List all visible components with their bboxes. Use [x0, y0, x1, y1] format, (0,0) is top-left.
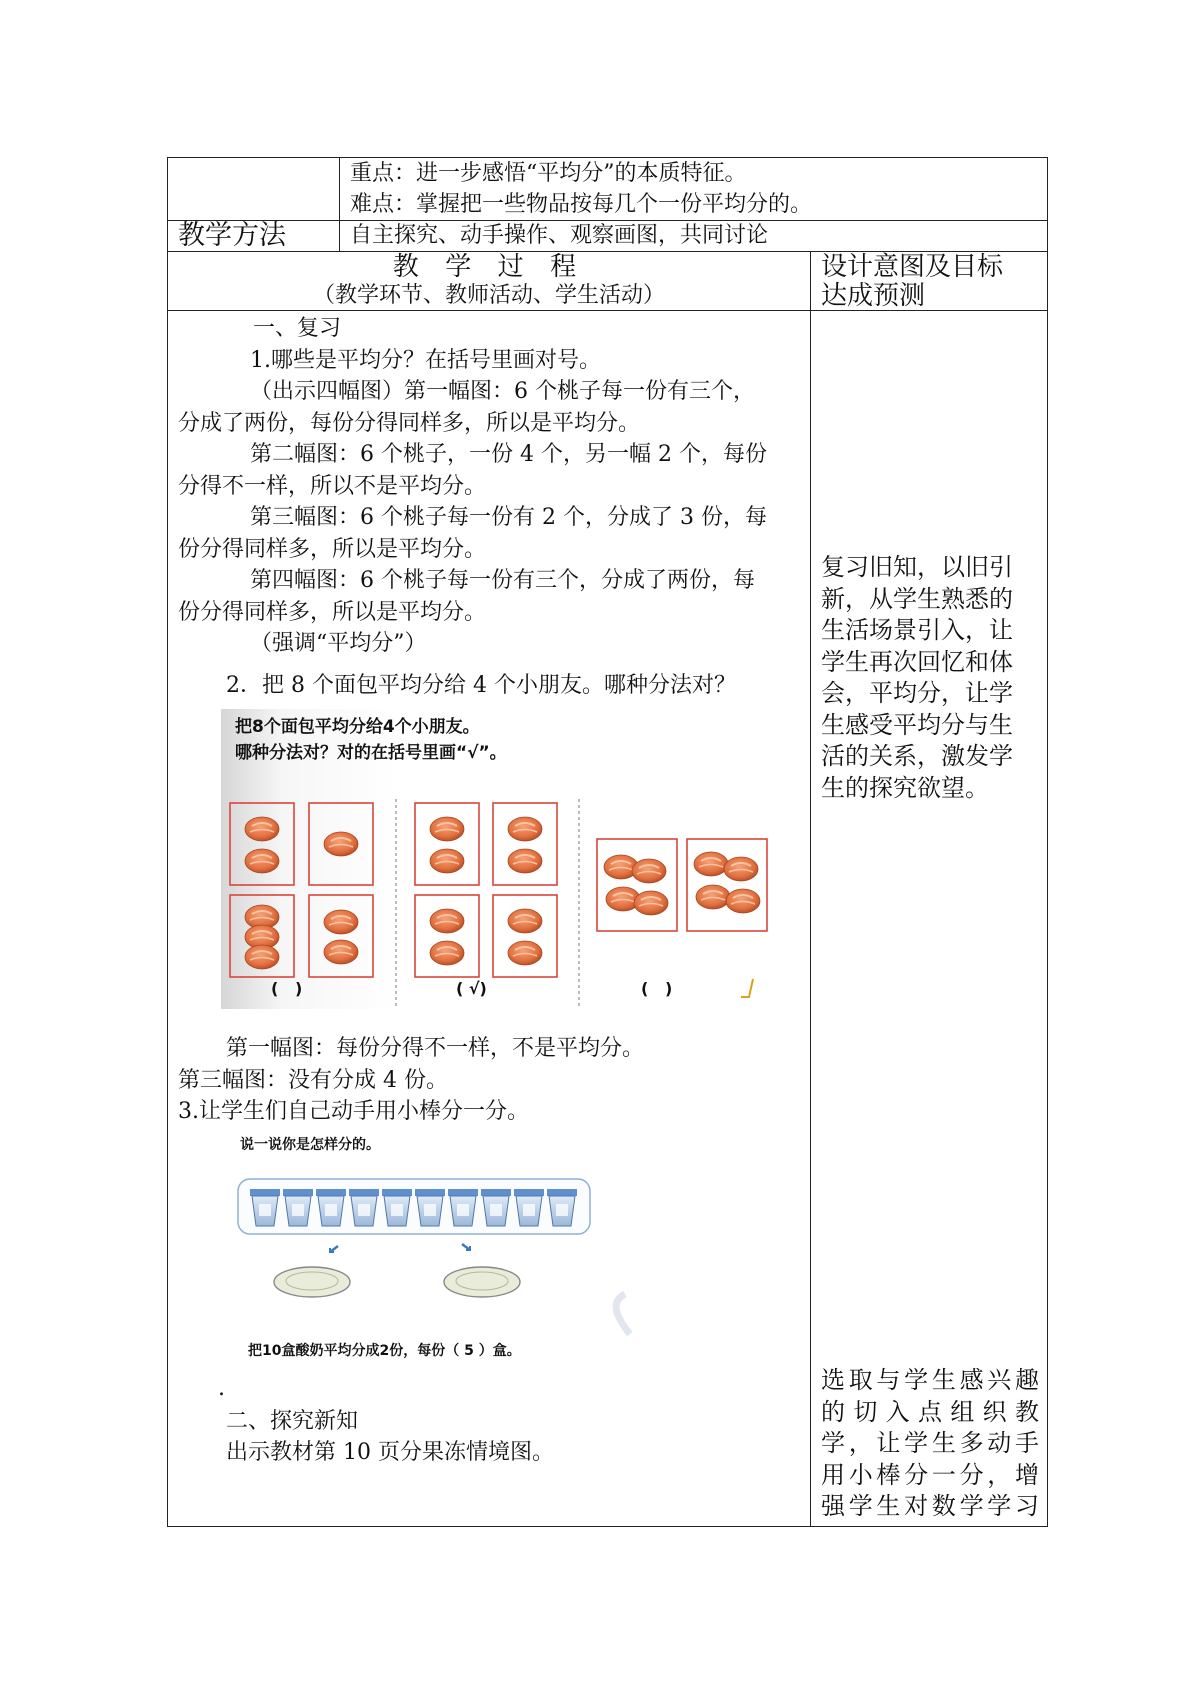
after-figure1-line1: 第一幅图：每份分得不一样，不是平均分。 — [226, 1036, 645, 1061]
after-figure1-line2: 第三幅图：没有分成 4 份。 — [178, 1067, 448, 1093]
side-note-1-line: 学生再次回忆和体 — [821, 647, 1013, 676]
side-note-2-line: 强学生对数学学习 — [821, 1492, 1039, 1520]
side-note-1-line: 活的关系，激发学 — [821, 742, 1013, 770]
keypoints-cell — [340, 158, 1048, 221]
side-note-1-line: 生活场景引入，让 — [821, 616, 1013, 644]
bread-figure-title-2: 哪种分法对？对的在括号里画“√”。 — [235, 743, 507, 763]
process-subtitle: （教学环节、教师活动、学生活动） — [312, 283, 665, 308]
side-note-2-line: 用小棒分一分，增 — [821, 1460, 1039, 1489]
side-note-1-line: 生感受平均分与生 — [821, 710, 1013, 739]
process-title: 教 学 过 程 — [392, 252, 586, 282]
yogurt-figure — [230, 1134, 790, 1378]
important-point: 重点：进一步感悟“平均分”的本质特征。 — [350, 161, 747, 186]
intent-body — [811, 311, 1048, 1527]
q1-line2a: 第二幅图：6 个桃子，一份 4 个，另一幅 2 个，每份 — [250, 442, 767, 467]
yogurt-caption: 把10盒酸奶平均分成2份，每份（ 5 ）盒。 — [248, 1342, 521, 1359]
q1-line3a: 第三幅图：6 个桃子每一份有 2 个，分成了 3 份，每 — [250, 505, 767, 530]
side-note-2-line: 选取与学生感兴趣 — [821, 1366, 1039, 1394]
answer-bracket-1: ( ) — [271, 979, 303, 998]
side-note-2-line: 学，让学生多动手 — [821, 1429, 1039, 1457]
question3: 3.让学生们自己动手用小棒分一分。 — [178, 1099, 529, 1124]
lesson-plan-table — [167, 157, 1048, 1527]
side-note-1-line: 生的探究欲望。 — [821, 773, 989, 802]
side-note-1-line: 会，平均分，让学 — [821, 679, 1013, 707]
side-note-2-line: 的切入点组织教 — [821, 1397, 1039, 1426]
intent-header — [811, 252, 1048, 311]
answer-bracket-3: ( ) — [641, 979, 673, 998]
q1-emphasis: （强调“平均分”） — [250, 631, 427, 656]
side-note-1-line: 复习旧知，以旧引 — [821, 553, 1013, 581]
method-row — [168, 221, 1048, 252]
q1-line4b: 份分得同样多，所以是平均分。 — [178, 599, 487, 625]
bread-figure — [221, 709, 781, 1009]
question1: 1.哪些是平均分？在括号里画对号。 — [250, 347, 601, 373]
process-header-row — [168, 252, 1048, 311]
side-note-1 — [821, 552, 1039, 804]
method-content: 自主探究、动手操作、观察画图，共同讨论 — [340, 221, 1048, 252]
bread-figure-title-1: 把8个面包平均分给4个小朋友。 — [235, 717, 480, 737]
q1-line2b: 分得不一样，所以不是平均分。 — [178, 473, 487, 499]
method-label: 教学方法 — [168, 221, 340, 252]
section2-title: 二、探究新知 — [226, 1408, 359, 1434]
keypoints-label-cell — [168, 158, 340, 221]
difficult-point: 难点：掌握把一些物品按每几个一份平均分的。 — [350, 192, 813, 217]
section2-line: 出示教材第 10 页分果冻情境图。 — [226, 1440, 554, 1465]
process-header — [168, 252, 811, 311]
stray-dot: . — [218, 1375, 225, 1401]
keypoints-row — [168, 158, 1048, 221]
question2: 2．把 8 个面包平均分给 4 个小朋友。哪种分法对？ — [226, 672, 736, 698]
q1-line1a: （出示四幅图）第一幅图：6 个桃子每一份有三个， — [250, 379, 755, 404]
section1-title: 一、复习 — [253, 316, 342, 341]
q1-line4a: 第四幅图：6 个桃子每一份有三个，分成了两份，每 — [250, 568, 755, 593]
yogurt-figure-title: 说一说你是怎样分的。 — [240, 1136, 380, 1153]
process-body — [168, 311, 811, 1527]
side-note-1-line: 新，从学生熟悉的 — [821, 584, 1013, 613]
answer-bracket-2: ( √) — [456, 979, 487, 998]
lesson-plan-sheet — [167, 157, 1047, 1527]
process-body-row — [168, 311, 1048, 1527]
q1-line1b: 分成了两份，每份分得同样多，所以是平均分。 — [178, 410, 641, 436]
intent-title-2: 达成预测 — [821, 281, 926, 311]
q1-line3b: 份分得同样多，所以是平均分。 — [178, 536, 487, 562]
intent-title-1: 设计意图及目标 — [821, 252, 1004, 282]
side-note-2 — [821, 1365, 1039, 1523]
